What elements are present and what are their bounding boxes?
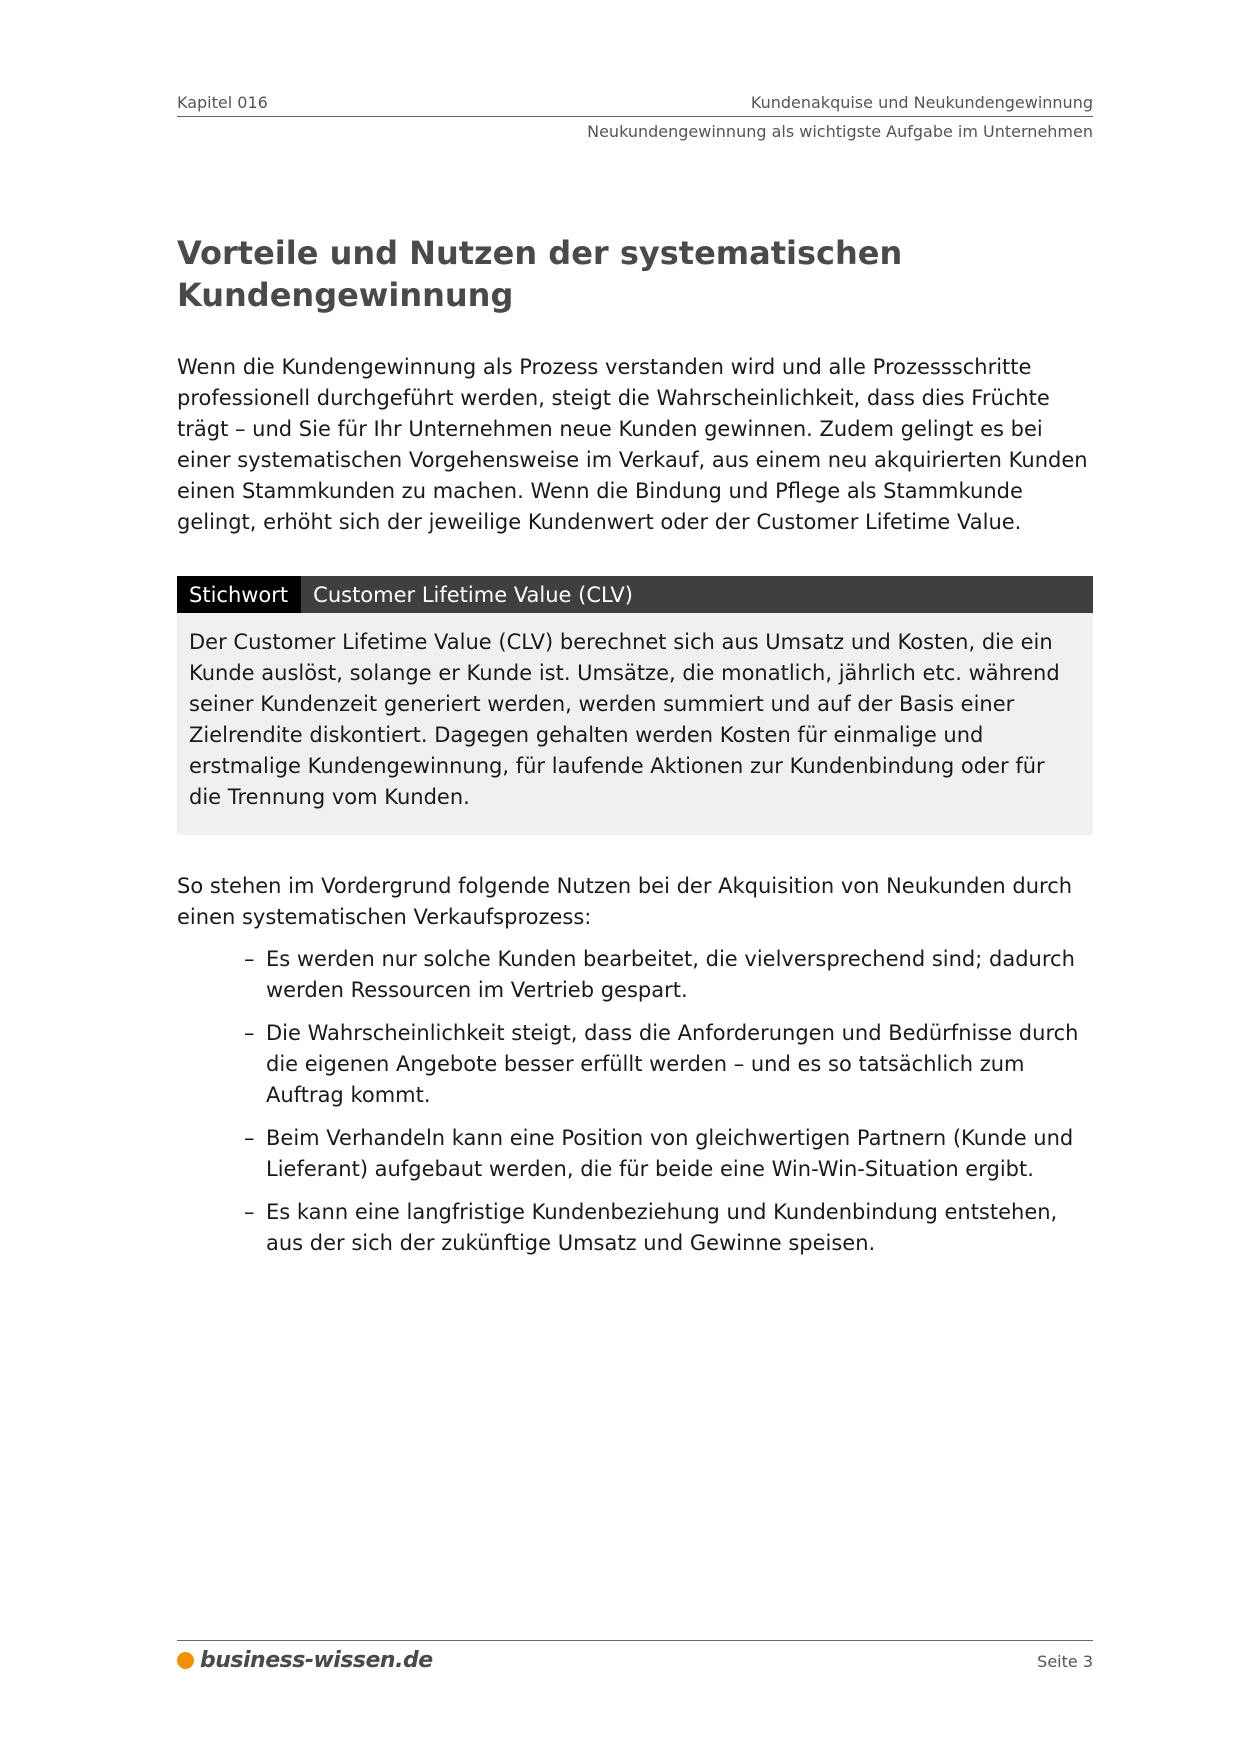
list-item-text: Es kann eine langfristige Kundenbeziehung und Kundenbindung entstehen, aus der sich der zukünftige Umsatz und Gewinne speisen.	[266, 1200, 1058, 1255]
keyword-title: Customer Lifetime Value (CLV)	[313, 582, 633, 607]
keyword-tag: Stichwort	[177, 576, 301, 613]
keyword-header	[177, 576, 1093, 613]
document-page	[177, 0, 1093, 1754]
page-title: Vorteile und Nutzen der systematischen Kundengewinnung	[177, 234, 903, 314]
benefits-list	[177, 944, 1093, 1271]
list-item	[177, 944, 1093, 1006]
intro-paragraph: Wenn die Kundengewinnung als Prozess verstanden wird und alle Prozessschritte professionell durchgeführt werden, steigt die Wahrscheinlichkeit, dass dies Früchte trägt – und Sie für Ihr Unternehmen neue Kunden gewinnen. Zudem gelingt es bei einer systematischen Vorgehensweise im Verkauf, aus einem neu akquirierten Kunden einen Stammkunden zu machen. Wenn die Bindung und Pflege als Stammkunde gelingt, erhöht sich der jeweilige Kundenwert oder der Customer Lifetime Value.	[177, 355, 1088, 534]
subsection-title: Neukundengewinnung als wichtigste Aufgabe im Unternehmen	[587, 122, 1093, 141]
keyword-definition: Der Customer Lifetime Value (CLV) berechnet sich aus Umsatz und Kosten, die ein Kunde auslöst, solange er Kunde ist. Umsätze, die monatlich, jährlich etc. während seiner Kundenzeit generiert werden, werden summiert und auf der Basis einer Zielrendite diskontiert. Dagegen gehalten werden Kosten für einmalige und erstmalige Kundengewinnung, für laufende Aktionen zur Kundenbindung oder für die Trennung vom Kunden.	[177, 613, 1093, 835]
chapter-label: Kapitel 016	[177, 93, 268, 112]
list-item-text: Beim Verhandeln kann eine Position von gleichwertigen Partnern (Kunde und Lieferant) aufgebaut werden, die für beide eine Win-Win-Situation ergibt.	[266, 1126, 1074, 1181]
list-item-text: Die Wahrscheinlichkeit steigt, dass die Anforderungen und Bedürfnisse durch die eigenen Angebote besser erfüllt werden – und es so tatsächlich zum Auftrag kommt.	[266, 1021, 1079, 1107]
footer-divider	[177, 1640, 1093, 1641]
page-header	[177, 93, 1093, 113]
list-item-text: Es werden nur solche Kunden bearbeitet, die vielversprechend sind; dadurch werden Ressourcen im Vertrieb gespart.	[266, 947, 1075, 1002]
bullet-dash: –	[244, 1200, 255, 1224]
logo-text: business-wissen.de	[200, 1648, 433, 1673]
list-item	[177, 1123, 1093, 1185]
header-divider	[177, 116, 1093, 117]
brand-logo	[177, 1648, 433, 1673]
list-item	[177, 1018, 1093, 1111]
bullet-dash: –	[244, 1021, 255, 1045]
section-title: Kundenakquise und Neukundengewinnung	[750, 93, 1093, 112]
bullet-dash: –	[244, 947, 255, 971]
lead-paragraph: So stehen im Vordergrund folgende Nutzen bei der Akquisition von Neukunden durch einen systematischen Verkaufsprozess:	[177, 874, 1073, 929]
bullet-dash: –	[244, 1126, 255, 1150]
logo-dot-icon	[177, 1652, 194, 1669]
list-item	[177, 1197, 1093, 1259]
page-number: Seite 3	[1037, 1652, 1093, 1671]
